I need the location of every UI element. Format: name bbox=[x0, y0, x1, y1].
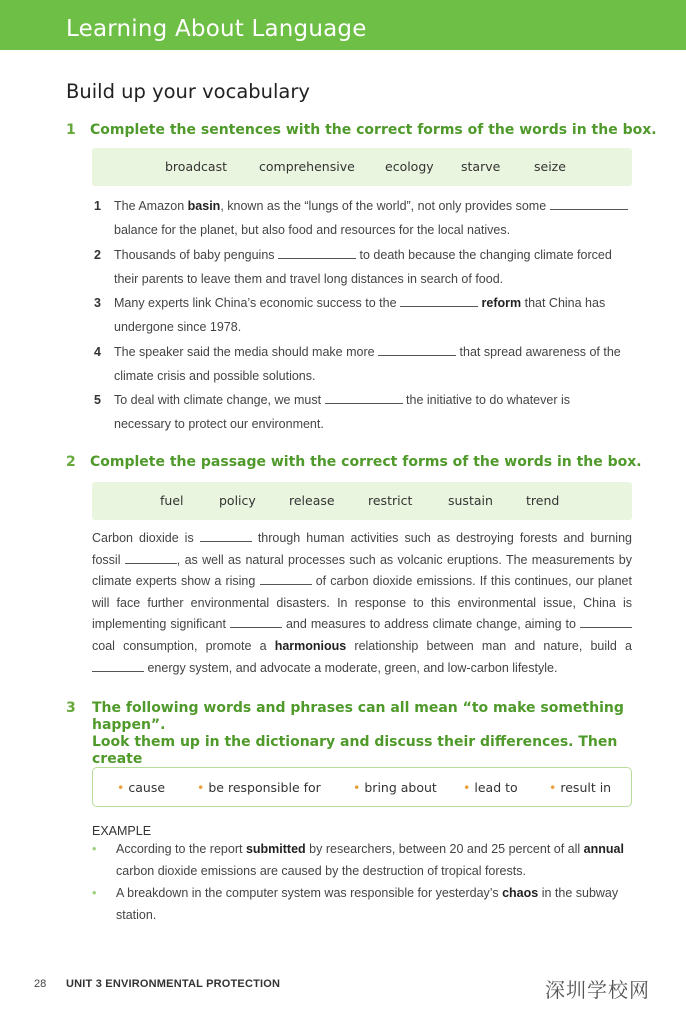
word-box-2 bbox=[92, 482, 632, 520]
exercise-number: 3 bbox=[66, 700, 76, 716]
sentence-number: 3 bbox=[94, 296, 101, 310]
watermark: 深圳学校网 bbox=[545, 978, 650, 1002]
passage-text: and measures to address climate change, aiming to bbox=[285, 617, 576, 632]
word-item: broadcast bbox=[165, 159, 227, 174]
word-item: starve bbox=[461, 159, 501, 174]
key-word: chaos bbox=[502, 886, 539, 900]
answer-blank[interactable] bbox=[580, 615, 632, 628]
sentence-text: Many experts link China’s economic success to the bbox=[114, 296, 397, 310]
answer-blank[interactable] bbox=[400, 294, 478, 307]
passage-text: coal consumption, promote a bbox=[92, 638, 267, 653]
passage-text: of carbon dioxide emissions. If this continues, our planet will face further environmental disasters. In response to this environmental issue, China is implementing significant bbox=[92, 574, 632, 632]
exercise-number: 1 bbox=[66, 122, 76, 138]
word-item: ecology bbox=[385, 159, 434, 174]
page-number: 28 bbox=[34, 978, 47, 990]
answer-blank[interactable] bbox=[325, 391, 403, 404]
phrase-item: • be responsible for bbox=[197, 780, 321, 795]
key-word: submitted bbox=[245, 842, 306, 856]
sentence-text: that spread awareness of the bbox=[459, 345, 621, 359]
sentence-text: climate crisis and possible solutions. bbox=[114, 369, 316, 383]
example-text: station. bbox=[116, 908, 157, 922]
sentence-number: 1 bbox=[94, 199, 101, 213]
sentence-text: Thousands of baby penguins bbox=[114, 248, 275, 262]
word-item: policy bbox=[219, 493, 256, 508]
sentence-text: their parents to leave them and travel long distances in search of food. bbox=[114, 272, 504, 286]
example-text: According to the report bbox=[116, 842, 243, 856]
key-word: harmonious bbox=[274, 638, 347, 653]
sentence-text: that China has bbox=[524, 296, 606, 310]
example-text: by researchers, between 20 and 25 percent of all bbox=[309, 842, 581, 856]
sentence-text: necessary to protect our environment. bbox=[114, 417, 324, 431]
passage-text: relationship between man and nature, build a bbox=[354, 638, 632, 653]
sentence-number: 2 bbox=[94, 248, 101, 262]
sentence-number: 5 bbox=[94, 393, 101, 407]
example-text: in the subway bbox=[541, 886, 619, 900]
header-banner bbox=[0, 0, 686, 50]
phrase-item: • lead to bbox=[463, 780, 518, 795]
phrase-item: • result in bbox=[549, 780, 611, 795]
sentence-text: The speaker said the media should make more bbox=[114, 345, 375, 359]
exercise-number: 2 bbox=[66, 454, 76, 470]
phrase-box bbox=[92, 767, 632, 807]
word-item: restrict bbox=[368, 493, 413, 508]
answer-blank[interactable] bbox=[378, 343, 456, 356]
answer-blank[interactable] bbox=[125, 551, 177, 564]
word-item: sustain bbox=[448, 493, 493, 508]
sentence-text: to death because the changing climate forced bbox=[359, 248, 612, 262]
passage-text: Carbon dioxide is bbox=[92, 531, 194, 545]
banner-title: Learning About Language bbox=[66, 16, 367, 42]
phrase-item: • cause bbox=[117, 780, 165, 795]
sentence-text: To deal with climate change, we must bbox=[114, 393, 322, 407]
passage bbox=[92, 528, 632, 679]
section-title: Build up your vocabulary bbox=[66, 80, 310, 103]
word-item: comprehensive bbox=[259, 159, 355, 174]
sentence-text: , known as the “lungs of the world”, not only provides some bbox=[220, 199, 547, 213]
exercise-instruction: Complete the passage with the correct forms of the words in the box. bbox=[90, 454, 642, 470]
answer-blank[interactable] bbox=[92, 659, 144, 672]
key-word: basin bbox=[187, 199, 221, 213]
example-text: carbon dioxide emissions are caused by the destruction of tropical forests. bbox=[116, 864, 526, 878]
exercise-instruction: Complete the sentences with the correct forms of the words in the box. bbox=[90, 122, 657, 138]
example-label: EXAMPLE bbox=[92, 824, 152, 838]
bullet-icon: • bbox=[92, 842, 97, 856]
passage-text: energy system, and advocate a moderate, green, and low-carbon lifestyle. bbox=[147, 660, 558, 675]
phrase-item: • bring about bbox=[353, 780, 437, 795]
answer-blank[interactable] bbox=[278, 246, 356, 259]
bullet-icon: • bbox=[92, 886, 97, 900]
unit-label: UNIT 3 ENVIRONMENTAL PROTECTION bbox=[66, 978, 281, 990]
exercise-instruction: The following words and phrases can all mean “to make something happen”. bbox=[92, 700, 624, 733]
word-item: seize bbox=[534, 159, 566, 174]
passage-text: , as well as natural processes such as volcanic eruptions. The measurements by climate experts show a rising bbox=[92, 552, 632, 589]
word-box-1 bbox=[92, 148, 632, 186]
word-item: fuel bbox=[160, 493, 184, 508]
sentence-number: 4 bbox=[94, 345, 101, 359]
word-item: trend bbox=[526, 493, 560, 508]
sentence-text: undergone since 1978. bbox=[114, 320, 242, 334]
key-word: reform bbox=[481, 296, 522, 310]
answer-blank[interactable] bbox=[230, 615, 282, 628]
exercise-1-heading bbox=[66, 122, 657, 138]
answer-blank[interactable] bbox=[260, 572, 312, 585]
key-word: annual bbox=[583, 842, 624, 856]
sentence-text: the initiative to do whatever is bbox=[406, 393, 570, 407]
sentence-text: balance for the planet, but also food and resources for the local natives. bbox=[114, 223, 511, 237]
exercise-instruction: Look them up in the dictionary and discuss their differences. Then create bbox=[92, 734, 618, 767]
example-text: A breakdown in the computer system was responsible for yesterday’s bbox=[116, 886, 499, 900]
word-item: release bbox=[289, 493, 335, 508]
answer-blank[interactable] bbox=[550, 197, 628, 210]
sentence-text: The Amazon bbox=[114, 199, 188, 213]
exercise-2-heading bbox=[66, 454, 642, 470]
passage-text: through human activities such as destroying forests and burning fossil bbox=[92, 531, 632, 567]
answer-blank[interactable] bbox=[200, 529, 252, 542]
